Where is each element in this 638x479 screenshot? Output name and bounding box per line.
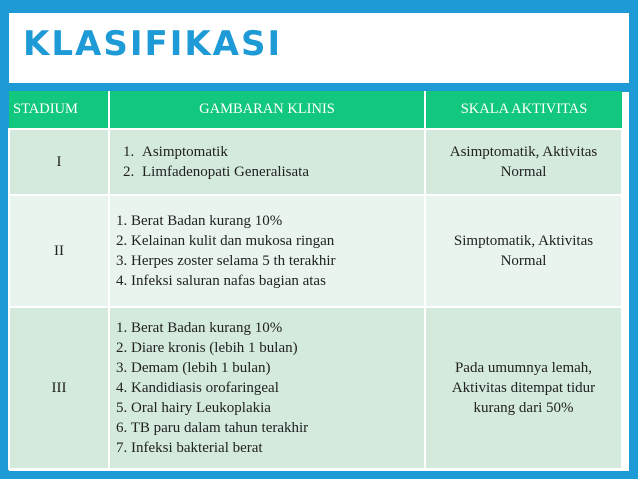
header-skala-aktivitas: SKALA AKTIVITAS: [425, 91, 622, 129]
list-item: 4. Kandidiasis orofaringeal: [116, 380, 279, 396]
list-item: 2. Limfadenopati Generalisata: [138, 162, 418, 182]
classification-table: [8, 91, 623, 470]
table-header-row: [9, 91, 622, 129]
skala-cell: Pada umumnya lemah, Aktivitas ditempat tidur kurang dari 50%: [425, 307, 622, 469]
skala-cell: Asimptomatik, Aktivitas Normal: [425, 129, 622, 195]
list-item: 6. TB paru dalam tahun terakhir: [116, 420, 309, 436]
gambaran-cell: [109, 195, 425, 307]
skala-cell: Simptomatik, Aktivitas Normal: [425, 195, 622, 307]
list-item: 4. Infeksi saluran nafas bagian atas: [116, 273, 326, 289]
slide-title: KLASIFIKASI: [23, 24, 283, 64]
list-item: 1. Berat Badan kurang 10%: [116, 320, 283, 336]
stadium-cell: II: [9, 195, 109, 307]
stadium-cell: III: [9, 307, 109, 469]
header-gambaran-klinis: GAMBARAN KLINIS: [109, 91, 425, 129]
list-item: 1. Asimptomatik: [138, 142, 418, 162]
header-stadium: STADIUM: [9, 91, 109, 129]
list-item: 3. Herpes zoster selama 5 th terakhir: [116, 253, 336, 269]
list-item: 5. Oral hairy Leukoplakia: [116, 400, 271, 416]
table-row: [9, 307, 622, 469]
list-item: 3. Demam (lebih 1 bulan): [116, 360, 271, 376]
list-item: 2. Kelainan kulit dan mukosa ringan: [116, 233, 335, 249]
gambaran-cell: [109, 307, 425, 469]
list-item: 2. Diare kronis (lebih 1 bulan): [116, 340, 298, 356]
list-item: 1. Berat Badan kurang 10%: [116, 213, 283, 229]
gambaran-cell: [109, 129, 425, 195]
table-row: [9, 195, 622, 307]
list-item: 7. Infeksi bakterial berat: [116, 440, 263, 456]
stadium-cell: I: [9, 129, 109, 195]
table-row: [9, 129, 622, 195]
